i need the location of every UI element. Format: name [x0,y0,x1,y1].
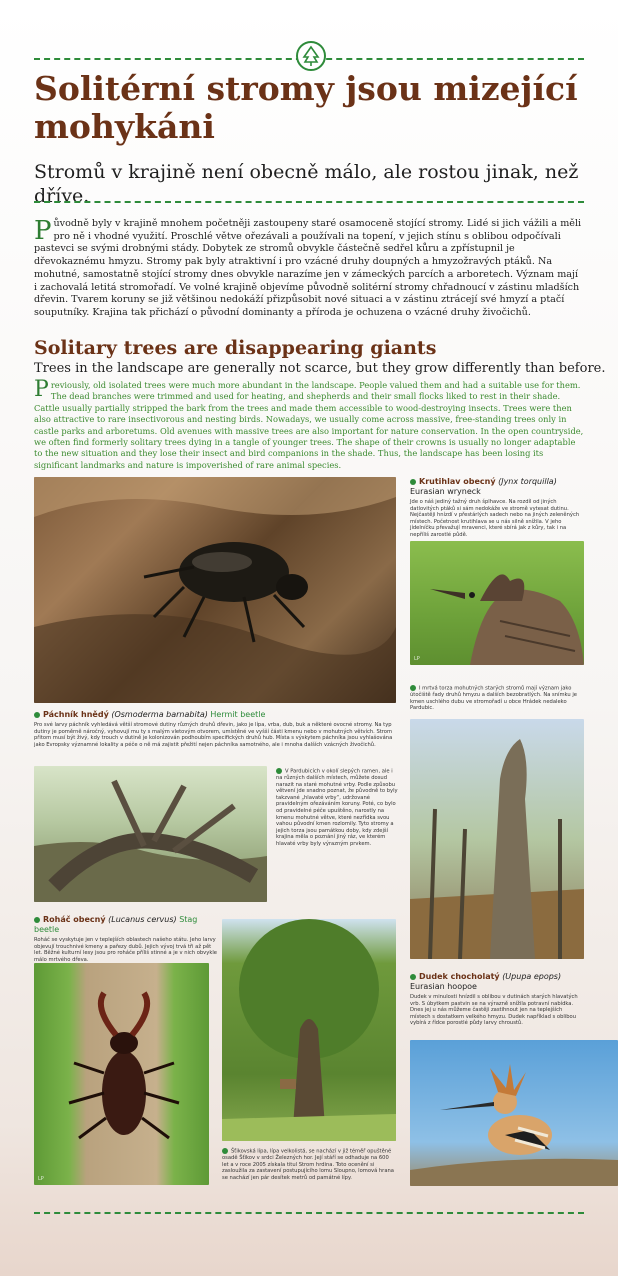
english-title: Solitary trees are disappearing giants [34,337,437,359]
wryneck-name-cz: Krutihlav obecný [419,477,496,486]
hoopoe-name-cz: Dudek chocholatý [419,972,500,981]
intro-text-cz: ůvodně byly v krajině mnohem početněji zastoupeny staré osamoceně stojící stromy. Lidé si jich vážili a měli pro ně i vhodné využití. Proschlé větve ořezávali a používali na topení, v jejich stínu s oblibou odpočívali pastevci se svými drobnými stády. Dobytek ze stromů obvykle částečně sedřel kůru a zpřístupnil je dřevokaznému hmyzu. Stromy pak byly atraktivní i pro vzácné druhy doupných a hmyzožravých ptáků. Na mohutné, samostatně stojící stromy dnes obvykle narazíme jen v zámeckých parcích a arboretech. Význam mají i zachovalá letitá stromořadí. Ve volné krajině objevíme původně solitérní stromy chřadnoucí v zástinu mladších dřevin. Tvarem koruny se již většinou nedokáží přizpůsobit nové situaci a v zástinu ztrácejí své hmyzí a ptačí souputníky. Krajina tak přichází o původní dominanty a příroda je ochuzena o vzácné druhy živočichů. [34,218,582,318]
wryneck-photo [410,541,584,665]
stag-caption [34,915,219,963]
tree-emblem-icon [296,41,326,71]
pardubice-caption [276,766,400,848]
willow-photo [34,766,267,902]
bullet-icon [34,917,40,923]
stag-name-cz: Roháč obecný [43,915,106,924]
wryneck-caption [410,477,584,539]
stag-beetle-photo [34,963,209,1185]
dropcap-cz: P [34,216,52,246]
hoopoe-photo [410,1040,618,1186]
hradek-caption [410,683,584,712]
wryneck-text: Jde o náš jediný tažný druh šplhavce. Na rozdíl od jiných datlovitých ptáků si sám nedokáže ve stromě vytesat dutinu. Nejčastěji hnízdí v přestárlých sadech nebo na jiných zeleněných místech. Početnost krutihlava se u nás silně snížila. V jeho jídelníčku převažují mravenci, které sbírá jak z kůry, tak i na nepříliš zarostlé půdě. [410,499,580,538]
hermit-beetle-photo [34,477,396,703]
hoopoe-caption [410,972,584,1027]
linden-text: Šťikovská lípa, lípa velkolistá, se nachází v již téměř opuštěné osadě Šťikov v srdci Železných hor. Její stáří se odhaduje na 600 let a v roce 2005 získala titul Strom hrdina. Toto ocenění si zasloužila za zastavení postupujícího lomu Sloupno, lomová hrana se nachází jen pár desítek metrů od památné lípy. [222,1148,394,1181]
dead-oak-photo [410,719,584,959]
hermit-caption [34,710,396,748]
linden-tree-photo [222,919,396,1141]
hoopoe-latin: (Upupa epops) [502,972,562,981]
hoopoe-name-en: Eurasian hoopoe [410,982,477,991]
stag-name-en: Stag beetle [34,915,198,934]
bullet-icon [410,974,416,980]
hermit-name-en: Hermit beetle [210,710,266,719]
stag-text: Roháč se vyskytuje jen v teplejších oblastech našeho státu. Jeho larvy objevují trouchnivé kmeny a pařezy dubů. Jejich vývoj trvá tři až pět let. Běžné kulturní lesy jsou pro roháče příliš stinné a je v nich obvykle málo mrtvého dřeva. [34,937,217,963]
hoopoe-text: Dudek v minulosti hnízdil s oblibou v dutinách starých hlavatých vrb. S úbytkem pastvin se na výrazně snížila potravní nabídka. Dnes jej u nás můžeme častěji zastihnout jen na teplejších místech s dostatkem velkého hmyzu. Dudek například s oblibou vybírá z řídce porostlé půdy larvy chroustů. [410,994,578,1027]
header-divider [34,201,584,203]
bullet-icon [222,1148,228,1154]
intro-paragraph-cz [34,218,584,320]
photo-credit: LP [38,1176,44,1182]
dropcap-en: P [34,377,49,402]
hradek-text: I mrtvá torza mohutných starých stromů mají význam jako útočiště řady druhů hmyzu a dalších bezobratlých. Na snímku je kmen uschlého dubu ve stromořadí u obce Hrádek nedaleko Pardubic. [410,685,577,712]
hermit-latin: (Osmoderma barnabita) [111,710,208,719]
bullet-icon [276,768,282,774]
bottom-divider [34,1212,584,1214]
page-subtitle: Stromů v krajině není obecně málo, ale rostou jinak, než dříve. [34,161,579,207]
english-paragraph [34,377,584,471]
hermit-name-cz: Páchník hnědý [43,710,109,719]
photo-credit: LP [414,656,420,662]
page-title: Solitérní stromy jsou mizející mohykáni [34,69,578,146]
linden-caption [222,1146,396,1181]
english-subtitle: Trees in the landscape are generally not scarce, but they grow differently than before. [34,361,606,376]
bullet-icon [410,479,416,485]
wryneck-latin: (Jynx torquilla) [498,477,557,486]
wryneck-name-en: Eurasian wryneck [410,487,481,496]
hermit-text: Pro své larvy páchník vyhledává větší stromové dutiny různých druhů dřevin, jako je lípa, vrba, dub, buk a některé ovocné stromy. Na typ dutiny je poměrně náročný, vyhovují mu ty s malým vletovým otvorem, umístěné ve vyšší části kmenu nebo v mohutných větvích. Strom přitom musí být živý, kdy trouch v dutině je kolonizován podhoubím specifických druhů hub. Místa s výskytem páchníka jsou vyhlašována jako Evropsky významné lokality a péče o ně má zajistit přežití nejen páchníka samotného, ale i mnoha dalších vzácných živočichů. [34,722,393,748]
pardubice-text: V Pardubicích v okolí slepých ramen, ale i na různých dalších místech, můžete dosud narazit na staré mohutné vrby. Podle způsobu větvení jde snadno poznat, že původně to byly takzvané „hlavaté vrby“, udržované pravidelným ořezáváním koruny. Poté, co bylo od pravidelné péče upuštěno, narostly na kmenu mohutné větve, které nezřídka svou vahou původní kmen rozlomily. Tyto stromy a jejich torza jsou památkou doby, kdy zdejší krajina měla o poznání jiný ráz, ve kterém hlavaté vrby byly výrazným prvkem. [276,768,398,848]
bullet-icon [410,685,416,691]
english-text: reviously, old isolated trees were much more abundant in the landscape. People valued them and had a suitable use for them. The dead branches were trimmed and used for heating, and shepherds and their small flocks liked to rest in their shade. Cattle usually partially stripped the bark from the trees and made them accessible to wood-destroying insects. Trees were then also attractive to rare insectivorous and nesting birds. Nowadays, we usually come across massive, free-standing trees only in castle parks and arboretums. Old avenues with massive trees are also important for nature conservation. In the open countryside, we often find formerly solitary trees dying in a tangle of younger trees. The shape of their crowns is usually no longer adaptable to the new situation and they lose their insect and bird companions in the shade. Thus, the landscape has been losing its significant landmarks and nature is impoverished of rare animal species. [34,380,584,470]
bullet-icon [34,712,40,718]
stag-latin: (Lucanus cervus) [108,915,177,924]
